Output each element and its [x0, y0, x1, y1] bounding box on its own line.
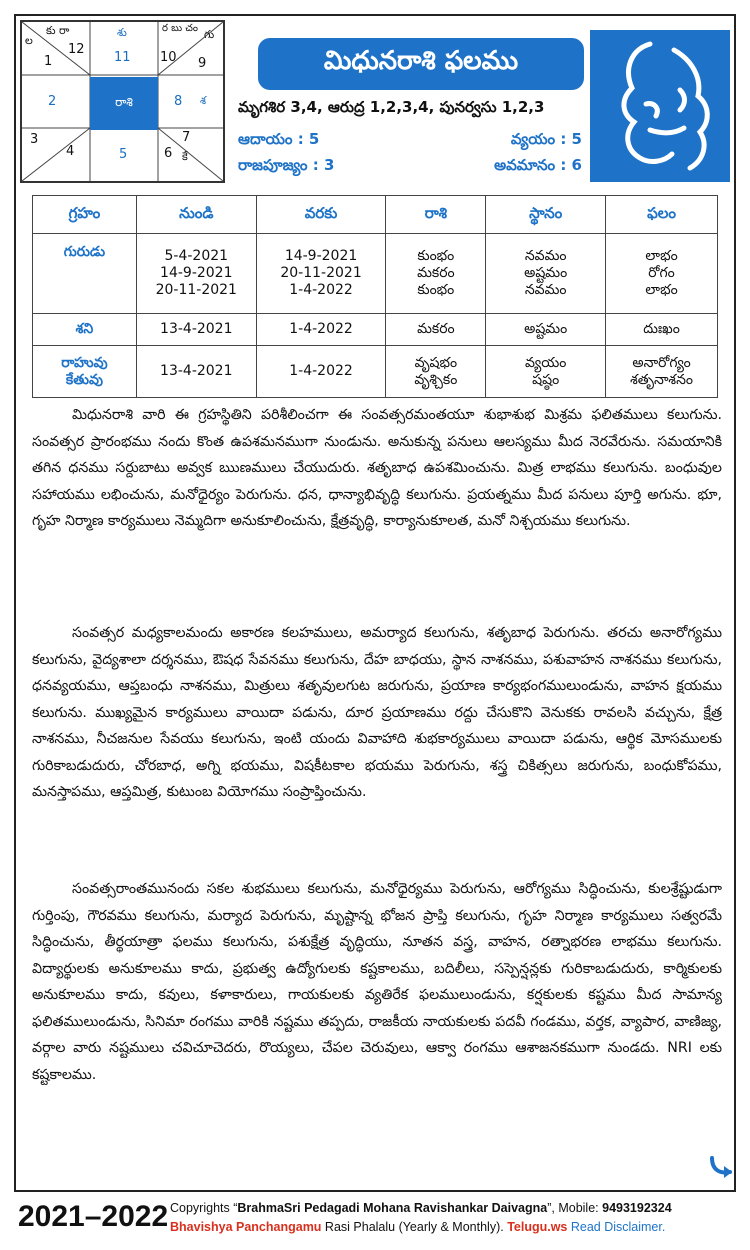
table-cell-phalam: [606, 346, 718, 398]
table-cell-sthanam: అష్టమం: [486, 314, 606, 346]
cell-line: వృషభం: [414, 354, 458, 371]
cell-line: అనారోగ్యం: [632, 354, 691, 371]
gemini-logo: [590, 30, 730, 182]
cell-line: నవమం: [524, 282, 567, 298]
table-row: [33, 346, 718, 398]
table-cell-sthanam: [486, 346, 606, 398]
table-cell-planet: గురుడు: [33, 234, 137, 314]
cell-line: మకరం: [417, 265, 455, 281]
cell-line: కుంభం: [417, 282, 455, 298]
chart-house-num: 6: [164, 146, 173, 161]
cell-line: 20-11-2021: [155, 282, 237, 298]
chart-house-num: 9: [198, 56, 207, 71]
cell-line: వ్యయం: [525, 354, 567, 371]
chart-lagna-mark: ల: [25, 34, 33, 47]
return-arrow-icon[interactable]: [706, 1150, 736, 1180]
chart-house-num: 4: [66, 144, 75, 159]
chart-house-num: 7: [182, 130, 191, 145]
chart-house-planets: ర బు చం: [162, 23, 198, 34]
footer-site-link[interactable]: Telugu.ws: [507, 1220, 568, 1234]
chart-house-num: 10: [160, 50, 177, 65]
chart-house-1-planets: కు రా: [46, 24, 70, 37]
table-header-cell: గ్రహం: [33, 196, 137, 234]
stat-avamanam: అవమానం : 6: [494, 156, 582, 174]
rasi-chart: [20, 20, 225, 183]
cell-line: 5-4-2021: [164, 248, 229, 264]
table-cell-to: 1-4-2022: [256, 314, 386, 346]
copyright-mobile-label: ”, Mobile:: [547, 1201, 603, 1215]
cell-line: 14-9-2021: [160, 265, 233, 281]
footer-year: 2021–2022: [18, 1200, 169, 1233]
stat-vyayam: వ్యయం : 5: [510, 130, 582, 148]
cell-line: నవమం: [524, 248, 567, 264]
cell-line: శతృనాశనం: [630, 371, 693, 388]
prediction-paragraph-2: సంవత్సర మధ్యకాలమందు అకారణ కలహములు, అమర్యాద కలుగును, శతృబాధ పెరుగును. తరచు అనారోగ్యము కలుగును, వైద్యశాలా దర్శనము, ఔషధ సేవనము కలుగును, దేహ బాధయు, స్థాన నాశనము, పశువాహన నాశనము కలుగును, ధనవ్యయము, ఆప్తబంధు నాశనము, మిత్రులు శతృవులగుట జరుగును, ప్రయాణ కార్యభంగములుండును, వాహన క్షయము కలుగును. ముఖ్యమైన కార్యములు వాయిదా పడును, దూర ప్రయాణము రద్దు చేసుకొని వెనుకకు రావలసి వచ్చును, క్షేత్ర నాశనము, నీచజనుల సేవయు కలుగును, ఇంటి యందు వివాహాది శుభకార్యములు వాయిదా పడును, ఆర్థిక మోసములకు గురికాబడుదురు, చోరబాధ, అగ్ని భయము, విషకీటకాల భయము పెరుగును, శస్త్ర చికిత్సలు జరుగును, బంధుకోపము, మనస్తాపము, ఆప్తమిత్ర, కుటుంబ వియోగము సంప్రాప్తించును.: [32, 625, 722, 800]
rasi-title-banner: [258, 38, 584, 90]
copyright-prefix: Copyrights “: [170, 1201, 238, 1215]
cell-line: 20-11-2021: [280, 265, 362, 281]
table-cell-from: 13-4-2021: [136, 314, 256, 346]
table-cell-from: 13-4-2021: [136, 346, 256, 398]
copyright-mobile: 9493192324: [602, 1201, 672, 1215]
table-header-cell: ఫలం: [606, 196, 718, 234]
table-cell-to: 1-4-2022: [256, 346, 386, 398]
stat-aadayam: ఆదాయం : 5: [238, 130, 320, 148]
cell-line: 14-9-2021: [284, 248, 358, 264]
chart-house-num: 1: [44, 54, 53, 69]
cell-line: 1-4-2022: [289, 282, 353, 298]
table-header-cell: స్థానం: [486, 196, 606, 234]
chart-house-num: 5: [119, 147, 128, 162]
page-title: మిధునరాశి ఫలము: [323, 46, 519, 76]
gemini-faces-icon: [590, 30, 730, 182]
table-cell-to: [256, 234, 386, 314]
table-cell-planet: రాహువు కేతువు: [33, 346, 137, 398]
chart-house-num: 11: [114, 50, 131, 65]
prediction-paragraph-1: మిధునరాశి వారి ఈ గ్రహస్థితిని పరిశీలించగా ఈ సంవత్సరమంతయూ శుభాశుభ మిశ్రమ ఫలితములు కలుగును. సంవత్సర ప్రారంభము నందు కొంత ఉపశమనముగా నుండును. అనుకున్న పనులు ఆలస్యము మీద నెరవేరును. సమయానికి తగిన ధనము సర్దుబాటు అవ్వక ఋణములు చేయుదురు. శతృబాధ ఉపశమించును. మిత్ర లాభము కలుగును. బంధువుల సహాయము లభించును, మనోధైర్యం పెరుగును. ధన, ధాన్యాభివృద్ధి కలుగును. ప్రయత్నము మీద పనులు పూర్తి అగును. భూ, గృహ నిర్మాణ కార్యములు నెమ్మదిగా అనుకూలించును, క్షేత్రవృద్ధి, కార్యానుకూలత, మనో నిశ్చయము కలుగును.: [32, 407, 722, 529]
cell-line: వృశ్చికం: [414, 371, 458, 388]
cell-line: కుంభం: [417, 248, 455, 264]
prediction-paragraph-3: సంవత్సరాంతమునందు సకల శుభములు కలుగును, మనోధైర్యము పెరుగును, ఆరోగ్యము సిద్ధించును, కులశ్రేష్టుడుగా గుర్తింపు, గౌరవము కలుగును, మర్యాద పెరుగును, మృష్టాన్న భోజన ప్రాప్తి కలుగును, గృహ నిర్మాణ కార్యములు సత్వరమే సిద్ధించును, తీర్థయాత్రా ఫలము కలుగును, పశుక్షేత్ర వృద్ధియు, నూతన వస్త్ర, వాహన, రత్నాభరణ లాభము కలుగును. విద్యార్థులకు అనుకూలము కాదు, ప్రభుత్వ ఉద్యోగులకు కష్టకాలము, బదిలీలు, సస్పెన్షన్లకు గురికాబడుదురు, కార్మికులకు అనుకూలము కాదు, కవులు, కళాకారులు, గాయకులకు వ్యతిరేక ఫలములుండును, కర్షకులకు కష్టము మీద సామాన్య ఫలితములుండును, సినిమా రంగము వారికి నష్టము తప్పదు, రాజకీయ నాయకులకు పదవీ గండము, వర్తక, వ్యాపార, వాణిజ్య, వర్గాల వారు నష్టములు చవిచూచెదరు, రొయ్యలు, చేపల చెరువులు, ఆక్వా రంగము ఆశాజనకముగా నుండదు. NRI లకు కష్టకాలము.: [32, 881, 722, 1083]
chart-house-planets: గు: [204, 28, 215, 41]
copyright-name: BrahmaSri Pedagadi Mohana Ravishankar Daivagna: [237, 1201, 548, 1215]
table-header-cell: నుండి: [136, 196, 256, 234]
footer-copyright: [170, 1199, 672, 1237]
table-cell-sthanam: [486, 234, 606, 314]
chart-house-num: 2: [48, 94, 57, 109]
chart-house-num: 8: [174, 94, 183, 109]
table-cell-phalam: [606, 234, 718, 314]
table-row: [33, 234, 718, 314]
table-cell-from: [136, 234, 256, 314]
footer-disclaimer-link[interactable]: Read Disclaimer.: [567, 1220, 666, 1234]
footer-book-name: Bhavishya Panchangamu: [170, 1220, 322, 1234]
table-header-row: [33, 196, 718, 234]
nakshatra-line: మృగశిర 3,4, ఆరుద్ర 1,2,3,4, పునర్వసు 1,2,3: [238, 98, 545, 116]
chart-house-num: 3: [30, 132, 39, 147]
table-cell-rasi: [386, 346, 486, 398]
cell-line: లాభం: [645, 248, 678, 264]
chart-house-planets: శు: [117, 26, 127, 39]
stats-block: [238, 130, 582, 180]
cell-line: రోగం: [648, 265, 675, 281]
cell-line: షష్ఠం: [532, 371, 560, 388]
stat-rajapujyam: రాజపూజ్యం : 3: [238, 156, 335, 174]
footer-book-desc: Rasi Phalalu (Yearly & Monthly).: [321, 1220, 508, 1234]
table-cell-phalam: దుఃఖం: [606, 314, 718, 346]
chart-house-num: 12: [68, 42, 85, 57]
rasi-center-label: రాశి: [90, 77, 158, 130]
table-cell-planet: శని: [33, 314, 137, 346]
cell-line: అష్టమం: [524, 265, 568, 281]
table-cell-rasi: [386, 234, 486, 314]
table-row: [33, 314, 718, 346]
cell-line: లాభం: [645, 282, 678, 298]
chart-house-planets: శ: [200, 94, 207, 107]
table-header-cell: వరకు: [256, 196, 386, 234]
table-cell-rasi: మకరం: [386, 314, 486, 346]
table-header-cell: రాశి: [386, 196, 486, 234]
chart-house-planets: కే: [182, 150, 188, 163]
transit-table: [32, 195, 718, 398]
